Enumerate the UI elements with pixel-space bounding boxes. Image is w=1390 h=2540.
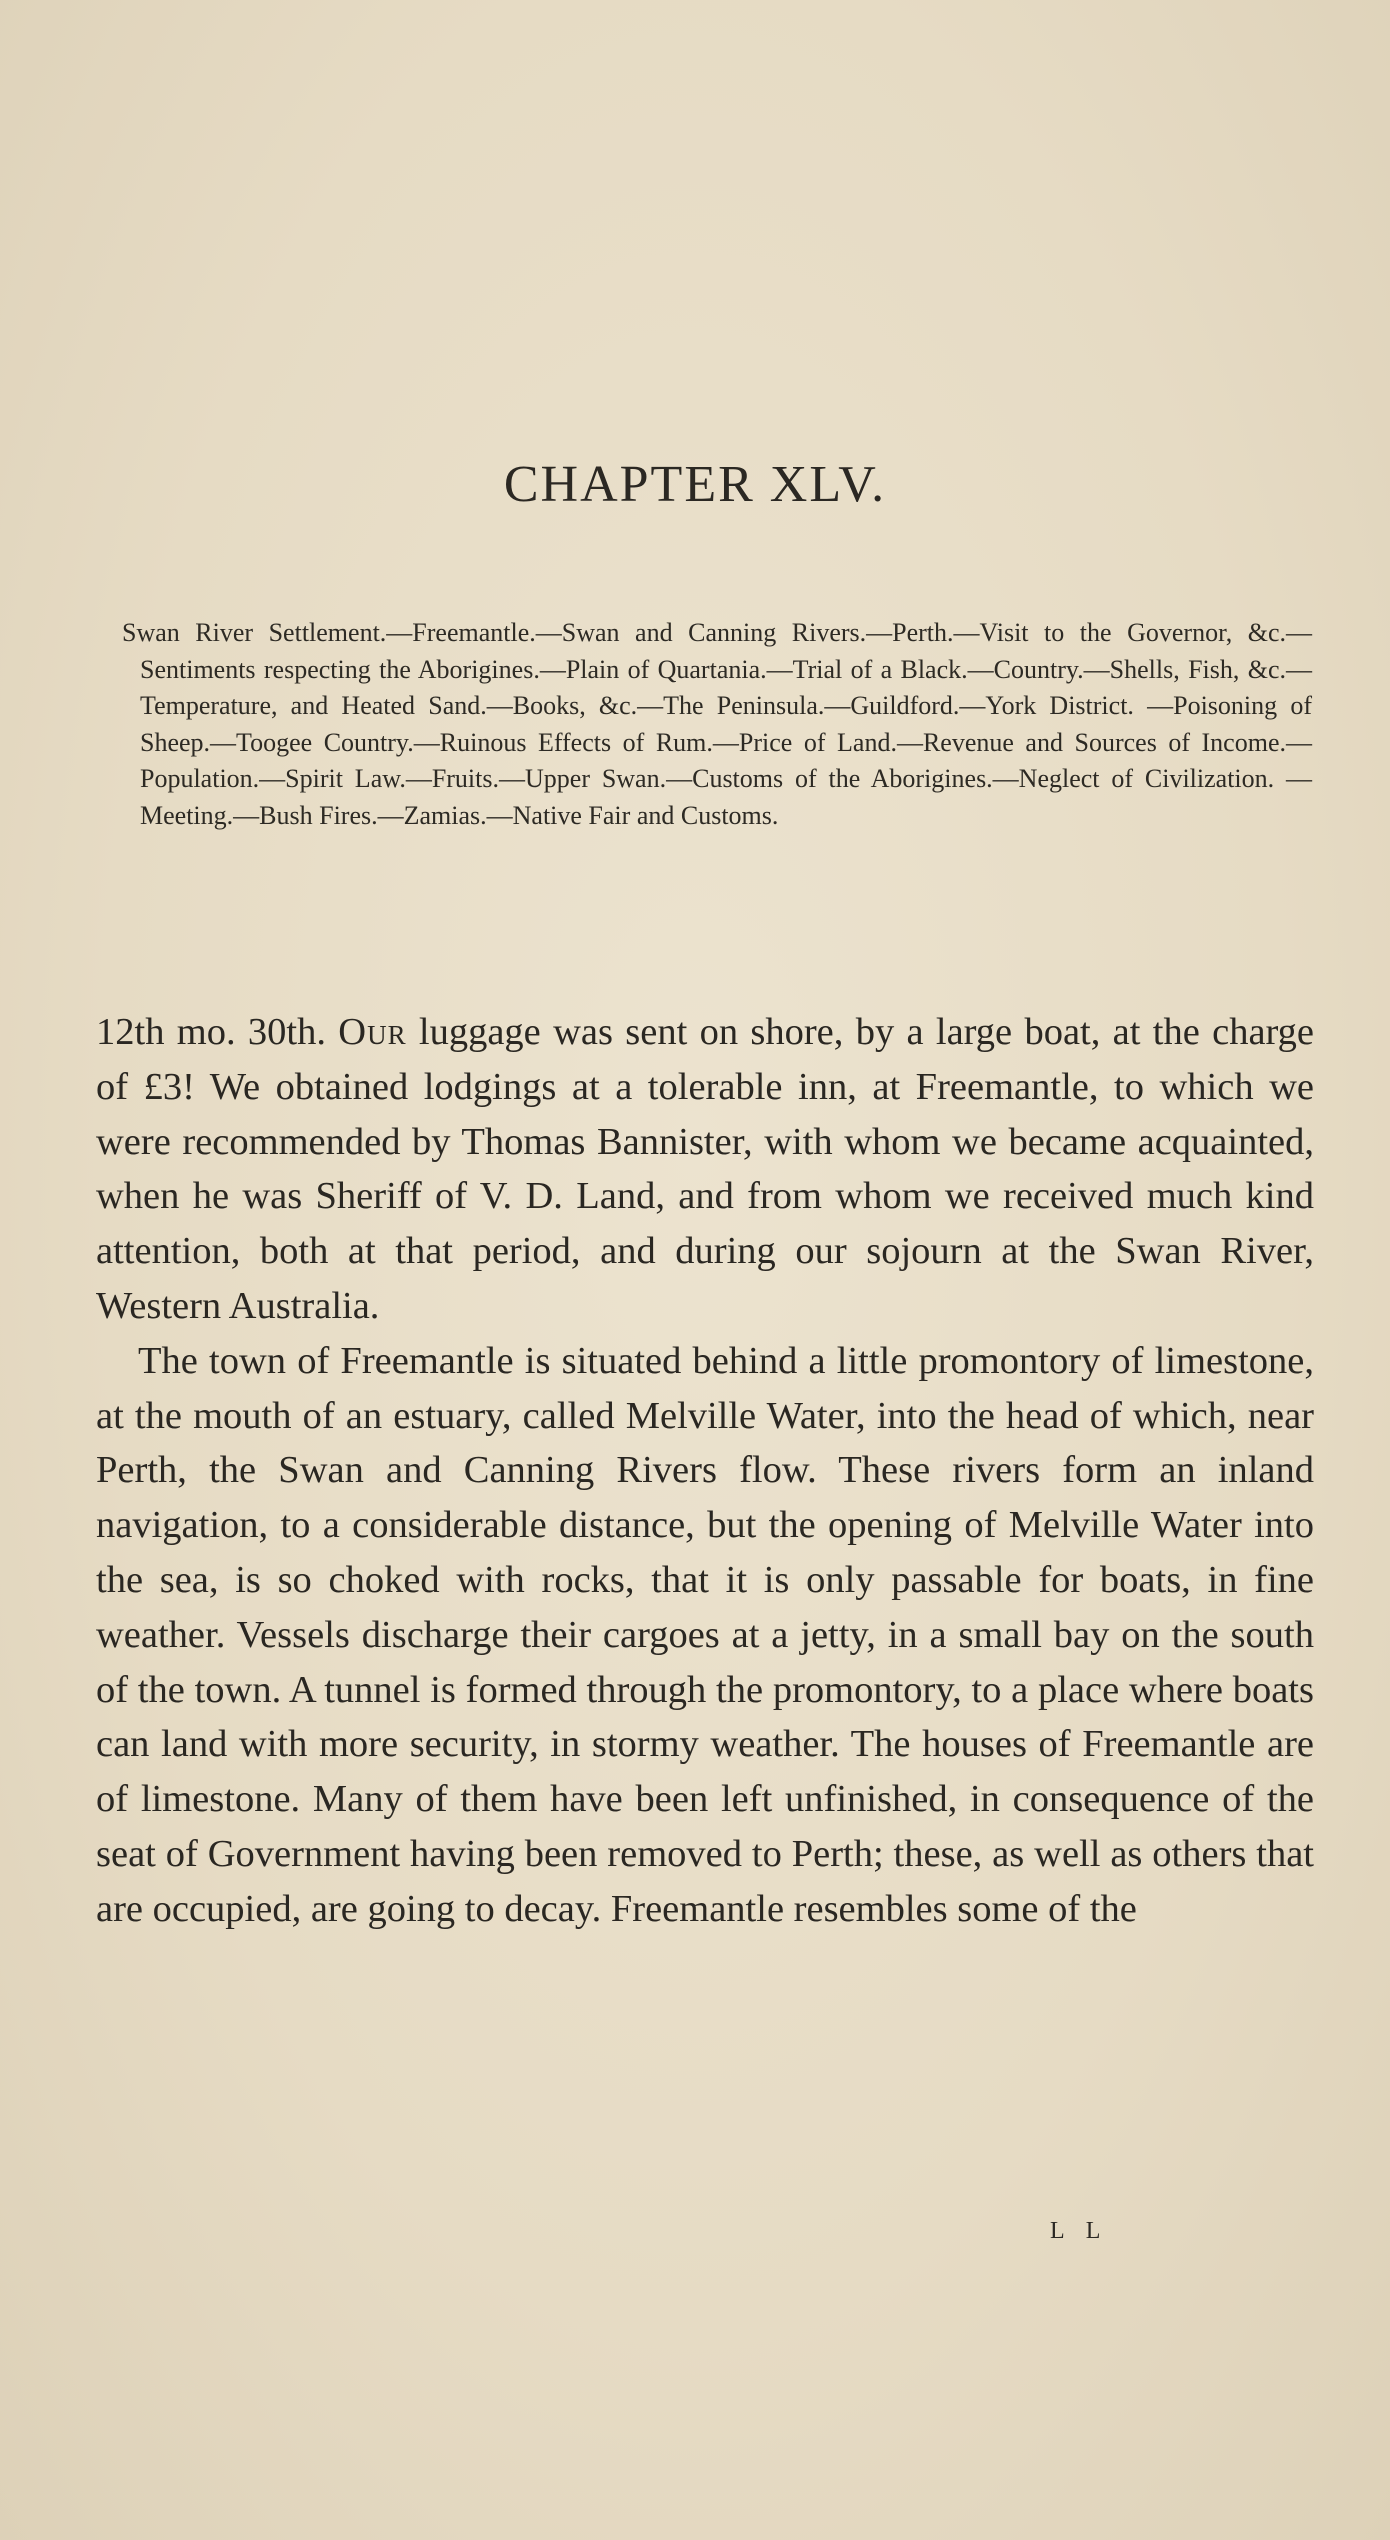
paragraph-1-text: luggage was sent on shore, by a large boat, at the charge of £3! We obtained lodgings at a tolerable inn, at Freemantle, to which we were recommended by Thomas Bannister, with whom we became acquainted, when he was Sheriff of V. D. Land, and from whom we received much kind attention, both at that period, and during our sojourn at the Swan River, Western Australia. — [96, 1011, 1314, 1327]
entry-date: 12th mo. 30th. — [96, 1011, 326, 1053]
signature-mark: L L — [1050, 2218, 1109, 2244]
paragraph-1 — [96, 1005, 1314, 1334]
body-text — [96, 1005, 1314, 1937]
paragraph-2: The town of Freemantle is situated behind a little promontory of limestone, at the mouth of an estuary, called Melville Water, into the head of which, near Perth, the Swan and Canning Rivers flow. These rivers form an inland navigation, to a considerable distance, but the opening of Melville Water into the sea, is so choked with rocks, that it is only passable for boats, in fine weather. Vessels discharge their cargoes at a jetty, in a small bay on the south of the town. A tunnel is formed through the promontory, to a place where boats can land with more security, in stormy weather. The houses of Freemantle are of limestone. Many of them have been left unfinished, in consequence of the seat of Government having been removed to Perth; these, as well as others that are occupied, are going to decay. Freemantle resembles some of the — [96, 1339, 1314, 1930]
lead-word: Our — [338, 1011, 407, 1053]
chapter-summary: Swan River Settlement.—Freemantle.—Swan and Canning Rivers.—Perth.—Visit to the Governor, &c.—Sentiments respecting the Aborigines.—Plain of Quartania.—Trial of a Black.—Country.—Shells, Fish, &c.—Temperature, and Heated Sand.—Books, &c.—The Peninsula.—Guildford.—York District. —Poisoning of Sheep.—Toogee Country.—Ruinous Effects of Rum.—Price of Land.—Revenue and Sources of Income.—Population.—Spirit Law.—Fruits.—Upper Swan.—Customs of the Aborigines.—Neglect of Civilization. —Meeting.—Bush Fires.—Zamias.—Native Fair and Customs. — [122, 618, 1312, 830]
chapter-title: CHAPTER XLV. — [503, 456, 887, 513]
